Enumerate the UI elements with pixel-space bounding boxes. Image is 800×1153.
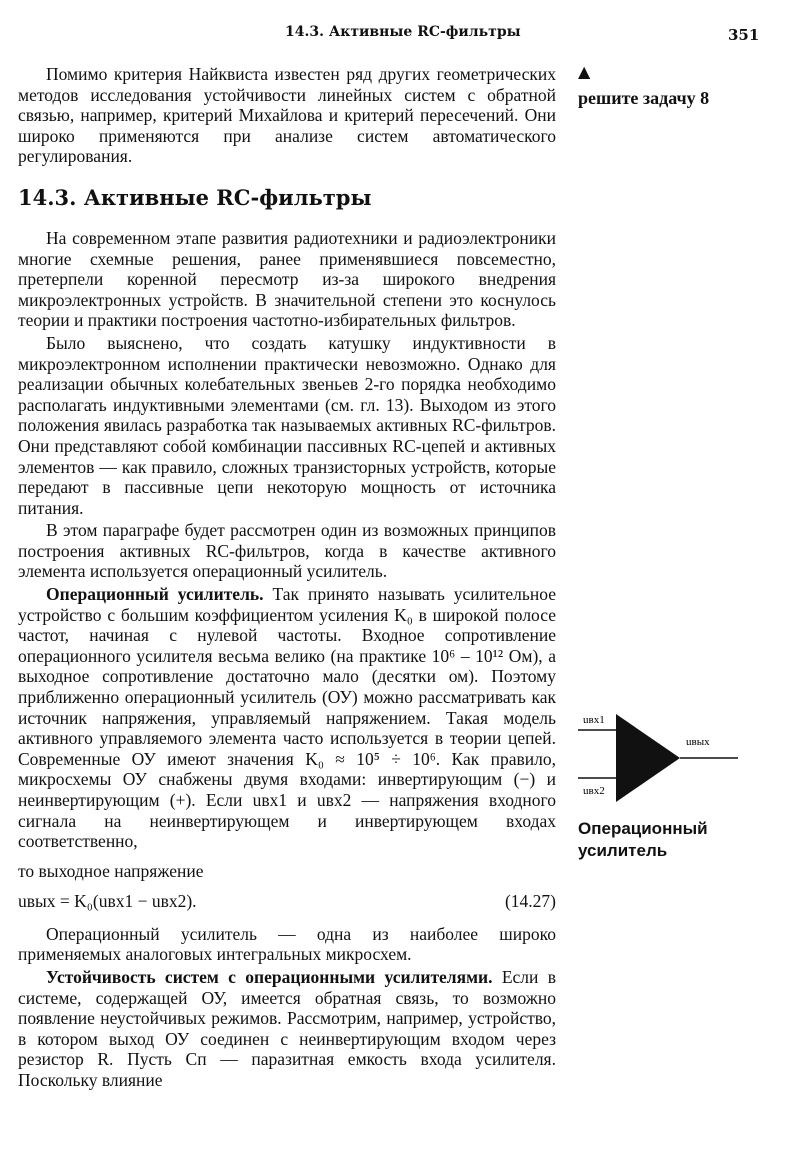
paragraph-nyquist: Помимо критерия Найквиста известен ряд других геометрических методов исследования устойчивости линейных систем с обратной связью, например, критерий Михайлова и критерий пересечений. Они широко применяются при анализе систем автоматического регулирования.: [18, 64, 556, 167]
paragraph-opamp-widely-used: Операционный усилитель — одна из наиболее широко применяемых аналоговых интегральных микросхем.: [18, 923, 556, 965]
triangle-marker-icon: ▲: [578, 62, 591, 81]
formula: uвых = K₀(uвх1 − uвх2).: [18, 890, 197, 911]
section-heading: 14.3. Активные RC-фильтры: [18, 184, 372, 210]
paragraph-lead-opamp: Операционный усилитель.: [46, 584, 264, 605]
paragraph-opamp: [18, 584, 556, 852]
paragraph-modern-stage: На современном этапе развития радиотехники и радиоэлектроники многие схемные решения, ранее применявшиеся повсеместно, претерпели коренной пересмотр из-за широкого внедрения микроэлектронных устройств. В значительной степени это коснулось теории и практики построения частотно-избирательных фильтров.: [18, 227, 556, 331]
paragraph-opamp-body: Так принято называть усилительное устройство с большим коэффициентом усиления K₀ в широкой полосе частот, начиная с нулевой частоты. Входное сопротивление операционного усилителя весьма велико (на практике 10⁶ – 10¹² Ом), а выходное сопротивление достаточно мало (десятки ом). Поэтому приближенно операционный усилитель (ОУ) можно рассматривать как источник напряжения, управляемый напряжением. Такая модель активного управляемого элемента часто используется в теории цепей. Современные ОУ имеют значения K₀ ≈ 10⁵ ÷ 10⁶. Как правило, микросхемы ОУ снабжены двумя входами: инвертирующим (−) и неинвертирующим (+). Если uвх1 и uвх2 — напряжения входного сигнала на неинвертирующем и инвертирующем входах соответственно,: [18, 584, 556, 852]
margin-note: [578, 64, 778, 109]
paragraph-stability-body: Если в системе, содержащей ОУ, имеется обратная связь, то возможно появление неустойчивых режимов. Рассмотрим, например, устройство, в котором выход ОУ соединен с неинвертирующим входом через резистор R. Пусть Cп — паразитная емкость входа усилителя. Поскольку влияние: [18, 966, 556, 1090]
running-header: [0, 24, 800, 46]
opamp-label-in2: uвх2: [583, 785, 605, 797]
paragraph-lead-stability: Устойчивость систем с операционными усилителями.: [46, 966, 493, 987]
paragraph-inductor: Было выяснено, что создать катушку индуктивности в микроэлектронном исполнении практически невозможно. Однако для реализации обычных колебательных звеньев 2-го порядка необходимо располагать индуктивными элементами (см. гл. 13). Выходом из этого положения явилась разработка так называемых активных RC-фильтров. Они представляют собой комбинации пассивных RC-цепей и активных элементов — как правило, сложных транзисторных устройств, которые передают в пассивные цепи некоторую мощность от источника питания.: [18, 332, 556, 518]
equation-14-27: [18, 890, 556, 912]
paragraph-stability: [18, 967, 556, 1091]
opamp-triangle: [616, 714, 680, 802]
opamp-diagram: [578, 708, 778, 808]
opamp-label-in1: uвх1: [583, 714, 605, 726]
opamp-label-out: uвых: [686, 736, 710, 748]
page-number: 351: [728, 26, 760, 44]
main-text-column: [18, 64, 556, 1091]
task-reference-link[interactable]: решите задачу 8: [578, 88, 710, 108]
paragraph-this-section: В этом параграфе будет рассмотрен один из возможных принципов построения активных RC-фильтров, когда в качестве активного элемента используется операционный усилитель.: [18, 520, 556, 582]
header-title: 14.3. Активные RC-фильтры: [285, 24, 521, 40]
formula-intro: то выходное напряжение: [18, 860, 204, 881]
figure-caption: Операционный усилитель: [578, 819, 708, 860]
formula-number: (14.27): [504, 890, 556, 911]
